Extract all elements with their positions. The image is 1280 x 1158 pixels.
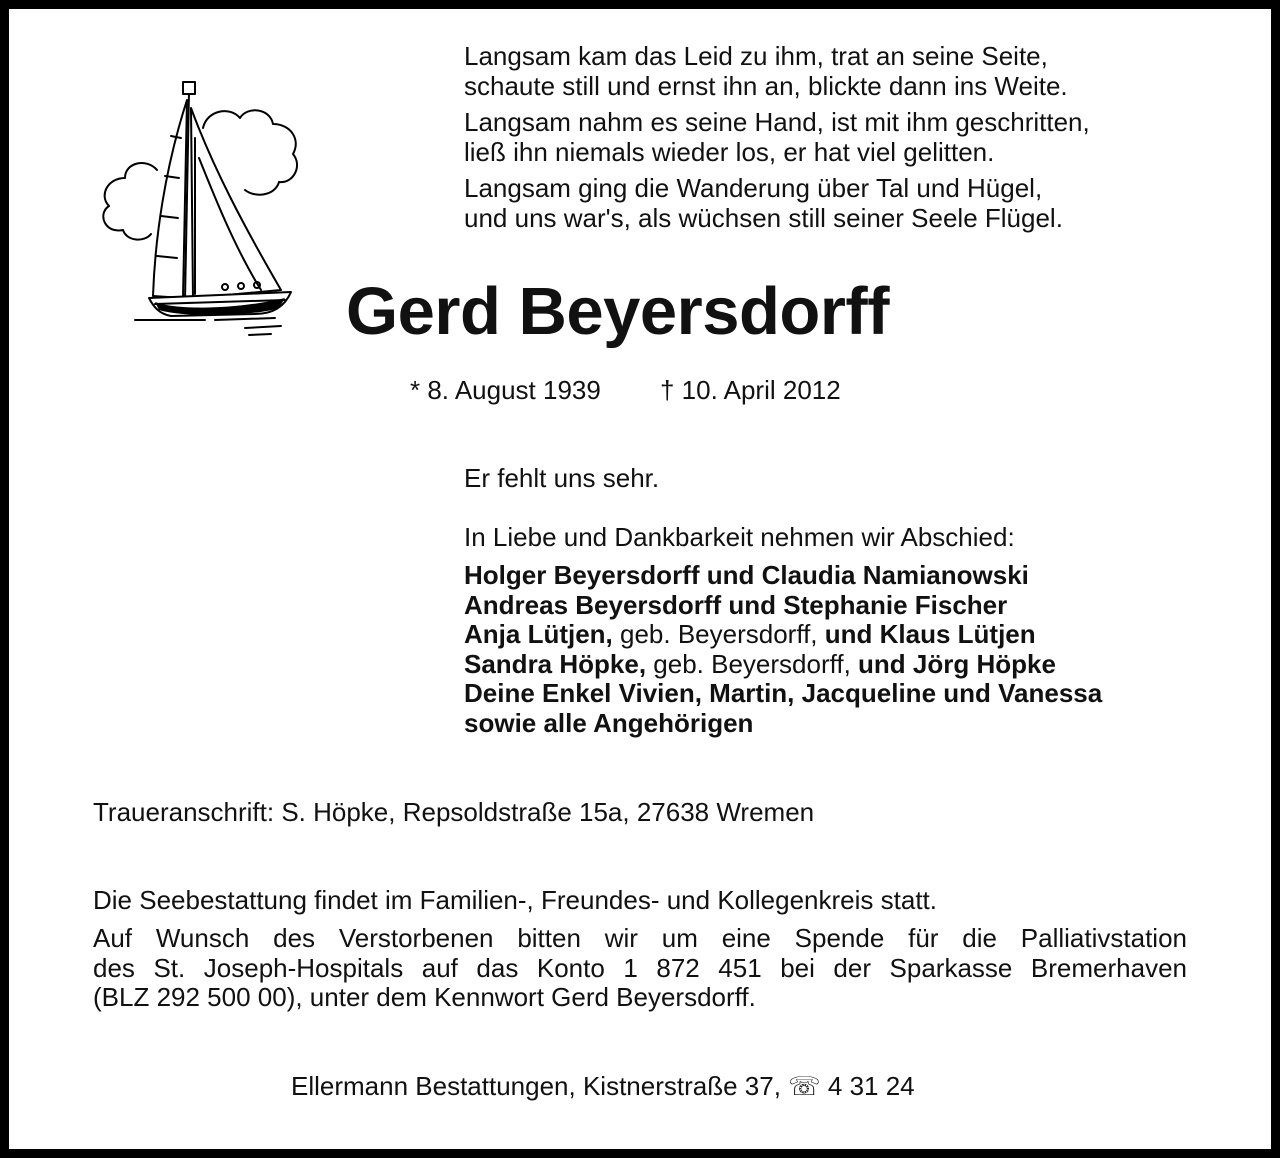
family-member-text: und Jörg Höpke — [858, 648, 1056, 679]
undertaker-info: Ellermann Bestattungen, Kistnerstraße 37, ☏ 4 31 24 — [291, 1071, 915, 1101]
poem-line: schaute still und ernst ihn an, blickte dann ins Weite. — [464, 70, 1068, 101]
message: Er fehlt uns sehr. — [464, 463, 660, 493]
poem-line: Langsam nahm es seine Hand, ist mit ihm geschritten, — [464, 107, 1090, 137]
family-member-text: Andreas Beyersdorff und Stephanie Fischer — [464, 589, 1008, 620]
poem-stanza — [464, 108, 1090, 167]
poem-line: Langsam ging die Wanderung über Tal und Hügel, — [464, 173, 1043, 203]
family-member-line — [464, 620, 1102, 650]
poem-stanza — [464, 174, 1090, 233]
family-member-line — [464, 591, 1102, 621]
family-member-line — [464, 679, 1102, 709]
mourning-address: Traueranschrift: S. Höpke, Repsoldstraße 15a, 27638 Wremen — [93, 797, 815, 827]
family-member-text: Holger Beyersdorff und Claudia Namianowski — [464, 560, 1029, 590]
family-list — [464, 561, 1102, 739]
donation-note — [93, 924, 1187, 1013]
family-member-line — [464, 650, 1102, 680]
donation-line: (BLZ 292 500 00), unter dem Kennwort Gerd Beyersdorff. — [93, 982, 756, 1013]
poem-stanza — [464, 42, 1090, 101]
sailboat-icon — [95, 78, 305, 344]
family-member-line — [464, 709, 1102, 739]
deceased-name: Gerd Beyersdorff — [346, 274, 890, 349]
birth-date: * 8. August 1939 — [410, 375, 601, 405]
poem-line: Langsam kam das Leid zu ihm, trat an seine Seite, — [464, 41, 1048, 71]
death-date: † 10. April 2012 — [660, 375, 841, 405]
family-member-text: geb. Beyersdorff, — [612, 619, 825, 650]
family-member-text: geb. Beyersdorff, — [646, 648, 859, 679]
poem-line: und uns war's, als wüchsen still seiner Seele Flügel. — [464, 202, 1063, 233]
family-member-text: Anja Lütjen, — [464, 619, 613, 650]
family-member-text: Deine Enkel Vivien, Martin, Jacqueline und Vanessa — [464, 678, 1103, 709]
family-member-text: sowie alle Angehörigen — [464, 707, 754, 738]
donation-line: des St. Joseph-Hospitals auf das Konto 1 872 451 bei der Sparkasse Bremerhaven — [93, 952, 1187, 983]
poem-line: ließ ihn niemals wieder los, er hat viel gelitten. — [464, 136, 995, 167]
poem — [464, 42, 1090, 240]
farewell-line: In Liebe und Dankbarkeit nehmen wir Abschied: — [464, 522, 1015, 552]
burial-note: Die Seebestattung findet im Familien-, Freundes- und Kollegenkreis statt. — [93, 885, 937, 915]
family-member-text: und Klaus Lütjen — [824, 619, 1036, 650]
family-member-text: Sandra Höpke, — [464, 648, 647, 679]
family-member-line — [464, 561, 1102, 591]
donation-line: Auf Wunsch des Verstorbenen bitten wir um eine Spende für die Palliativstation — [93, 923, 1187, 953]
